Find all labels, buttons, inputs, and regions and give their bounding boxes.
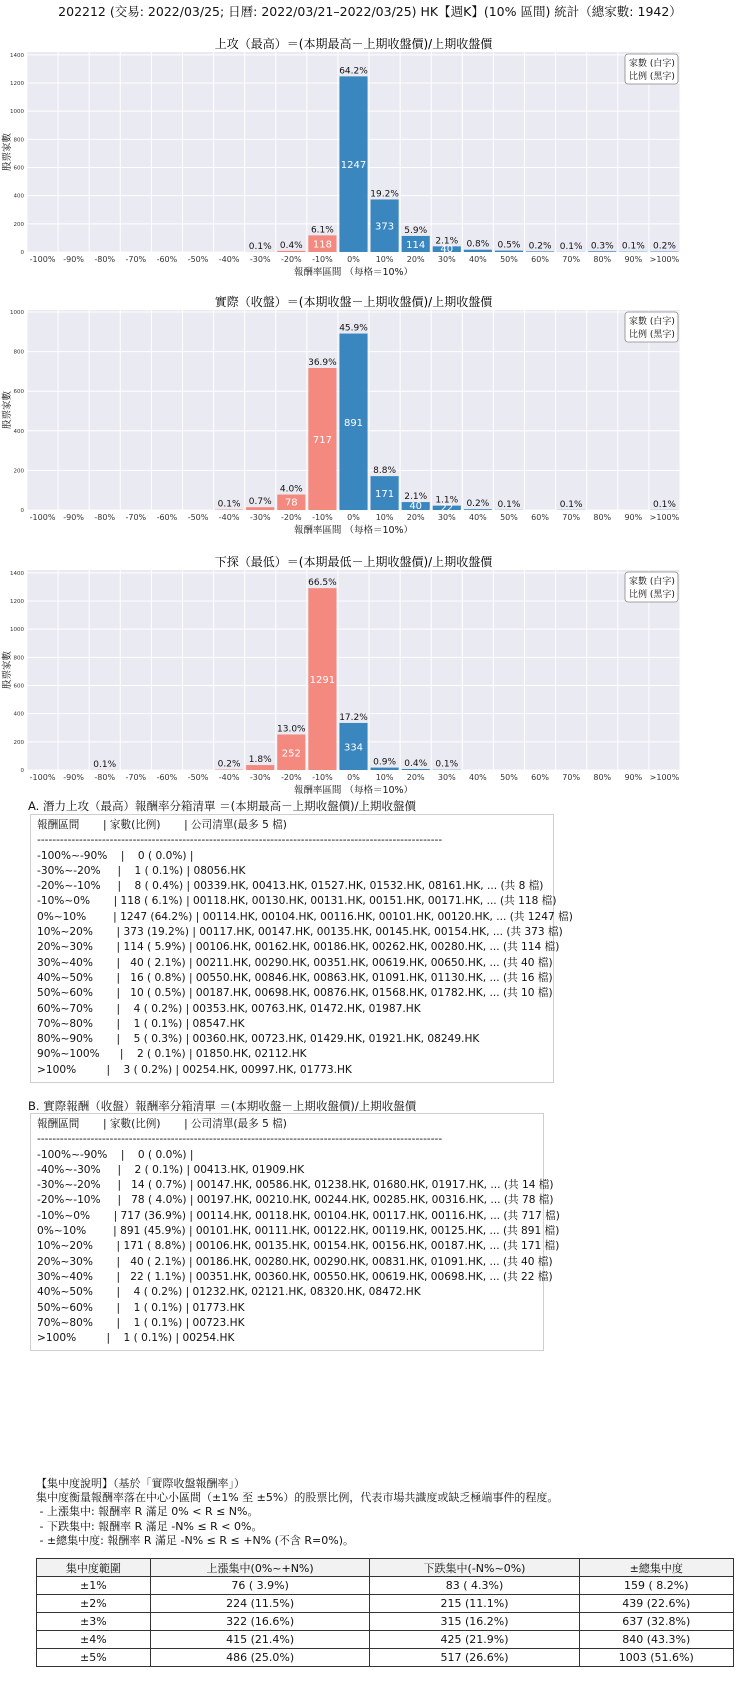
pct-label: 0.2% <box>653 241 676 252</box>
pct-label: 0.1% <box>559 241 583 252</box>
bar <box>246 507 274 510</box>
pct-label: 2.1% <box>435 236 459 247</box>
x-tick-label: 10% <box>375 513 394 522</box>
column-header: 集中度範圍 <box>37 1559 151 1577</box>
x-tick-label: -20% <box>280 513 302 522</box>
x-tick-label: 70% <box>562 513 581 522</box>
table-cell: 637 (32.8%) <box>579 1613 733 1631</box>
listing-row: -30%~-20% | 14 ( 0.7%) | 00147.HK, 00586.HK, 01238.HK, 01680.HK, 01917.HK, ... (共 14 檔) <box>37 1179 554 1192</box>
table-cell: ±4% <box>37 1631 151 1649</box>
x-tick-label: 90% <box>624 773 643 782</box>
count-label: 78 <box>284 497 298 509</box>
count-label: 22 <box>440 502 454 514</box>
x-tick-label: 20% <box>406 513 425 522</box>
y-tick-label: 1200 <box>10 598 24 605</box>
x-tick-label: 80% <box>593 773 612 782</box>
pct-label: 0.5% <box>497 240 521 251</box>
table-cell: 425 (21.9%) <box>370 1631 579 1649</box>
listing-row: 20%~30% | 40 ( 2.1%) | 00186.HK, 00280.HK, 00290.HK, 00831.HK, 01091.HK, ... (共 40 檔) <box>37 1255 553 1268</box>
x-tick-label: 40% <box>468 255 487 264</box>
x-axis-label: 報酬率區間 （每格＝10%） <box>293 785 414 796</box>
pct-label: 66.5% <box>308 578 337 589</box>
x-tick-label: 60% <box>531 513 549 522</box>
x-tick-label: >100% <box>649 513 680 522</box>
concentration-bullet: - 上漲集中: 報酬率 R 滿足 0% < R ≤ N%。 <box>36 1505 259 1519</box>
table-cell: 159 ( 8.2%) <box>579 1577 733 1595</box>
pct-label: 13.0% <box>277 724 306 735</box>
y-tick-label: 800 <box>13 349 24 356</box>
y-axis-label: 股票家數 <box>2 132 13 172</box>
x-tick-label: 60% <box>531 255 549 264</box>
table-cell: 517 (26.6%) <box>370 1649 579 1667</box>
x-tick-label: -20% <box>280 255 302 264</box>
table-row <box>37 1577 734 1595</box>
count-label: 891 <box>343 417 364 429</box>
x-tick-label: -30% <box>249 773 271 782</box>
count-label: 114 <box>406 239 426 251</box>
table-cell: 439 (22.6%) <box>579 1595 733 1613</box>
listing-row: 50%~60% | 1 ( 0.1%) | 01773.HK <box>37 1301 245 1314</box>
count-label: 40 <box>440 244 454 256</box>
x-tick-label: -60% <box>156 773 178 782</box>
listing-b-title: B. 實際報酬（收盤）報酬率分箱清單 ＝(本期收盤－上期收盤價)/上期收盤價 <box>28 1099 417 1113</box>
x-tick-label: 70% <box>562 255 581 264</box>
count-label: 171 <box>375 489 395 501</box>
legend <box>625 572 678 602</box>
x-tick-label: -70% <box>125 773 147 782</box>
table-row <box>37 1595 734 1613</box>
table-cell: 215 (11.1%) <box>370 1595 579 1613</box>
column-header: ±總集中度 <box>579 1559 733 1577</box>
table-cell: 322 (16.6%) <box>150 1613 370 1631</box>
listing-row: 80%~90% | 5 ( 0.3%) | 00360.HK, 00723.HK, 01429.HK, 01921.HK, 08249.HK <box>37 1033 480 1046</box>
pct-label: 19.2% <box>370 189 399 200</box>
x-tick-label: 50% <box>500 773 518 782</box>
y-tick-label: 200 <box>13 221 24 228</box>
bar <box>495 251 523 252</box>
x-tick-label: 0% <box>347 513 360 522</box>
pct-label: 8.8% <box>373 466 397 477</box>
x-tick-label: 70% <box>562 773 581 782</box>
listing-row: -40%~-30% | 2 ( 0.1%) | 00413.HK, 01909.HK <box>37 1163 305 1176</box>
listing-row: 90%~100% | 2 ( 0.1%) | 01850.HK, 02112.HK <box>37 1048 307 1061</box>
chart-title: 上攻（最高）＝(本期最高－上期收盤價)/上期收盤價 <box>214 37 493 51</box>
page-title: 202212 (交易: 2022/03/25; 日曆: 2022/03/21–2022/03/25) HK【週K】(10% 區間) 統計（總家數: 1942） <box>58 4 682 19</box>
x-tick-label: 0% <box>347 255 360 264</box>
table-cell: 315 (16.2%) <box>370 1613 579 1631</box>
table-cell: ±5% <box>37 1649 151 1667</box>
column-header: 下跌集中(-N%~0%) <box>370 1559 579 1577</box>
listing-row: 10%~20% | 171 ( 8.8%) | 00106.HK, 00135.HK, 00154.HK, 00156.HK, 00187.HK, ... (共 171 檔) <box>37 1240 560 1253</box>
listing-row: >100% | 3 ( 0.2%) | 00254.HK, 00997.HK, 01773.HK <box>37 1063 352 1076</box>
x-tick-label: -50% <box>187 513 209 522</box>
pct-label: 0.1% <box>248 241 272 252</box>
pct-label: 0.1% <box>621 241 645 252</box>
y-tick-label: 0 <box>20 250 24 256</box>
listing-row: 70%~80% | 1 ( 0.1%) | 08547.HK <box>37 1017 245 1030</box>
x-tick-label: -80% <box>94 513 116 522</box>
concentration-title: 【集中度說明】（基於「實際收盤報酬率」） <box>36 1477 245 1490</box>
concentration-bullet: - ±總集中度: 報酬率 R 滿足 -N% ≤ R ≤ +N% (不含 R=0%)。 <box>36 1533 355 1547</box>
pct-label: 0.4% <box>404 759 428 770</box>
pct-label: 5.9% <box>404 225 428 236</box>
x-tick-label: -30% <box>249 255 271 264</box>
count-label: 373 <box>375 221 395 233</box>
x-tick-label: -90% <box>63 255 84 264</box>
x-tick-label: 90% <box>624 513 643 522</box>
pct-label: 45.9% <box>339 323 368 334</box>
pct-label: 0.8% <box>466 239 490 250</box>
table-row <box>37 1613 734 1631</box>
pct-label: 6.1% <box>310 225 334 236</box>
listing-a-box <box>30 814 573 1083</box>
y-tick-label: 600 <box>13 389 24 396</box>
pct-label: 0.1% <box>559 499 583 510</box>
y-tick-label: 0 <box>20 768 24 774</box>
x-tick-label: -10% <box>312 513 333 522</box>
pct-label: 0.2% <box>466 499 490 510</box>
table-row <box>37 1649 734 1667</box>
listing-row: 0%~10% | 891 (45.9%) | 00101.HK, 00111.HK, 00122.HK, 00119.HK, 00125.HK, ... (共 891 檔) <box>37 1225 560 1238</box>
column-header: 上漲集中(0%~+N%) <box>150 1559 370 1577</box>
table-header-row <box>37 1559 734 1577</box>
x-tick-label: 80% <box>593 513 612 522</box>
listing-row: 40%~50% | 16 ( 0.8%) | 00550.HK, 00846.HK, 00863.HK, 01091.HK, 01130.HK, ... (共 16 檔) <box>37 971 553 984</box>
listing-row: -100%~-90% | 0 ( 0.0%) | <box>37 1148 194 1161</box>
y-tick-label: 1400 <box>10 570 24 577</box>
bar <box>371 768 399 770</box>
listing-row: 30%~40% | 40 ( 2.1%) | 00211.HK, 00290.HK, 00351.HK, 00619.HK, 00650.HK, ... (共 40 檔) <box>37 956 553 969</box>
bar <box>277 251 305 252</box>
listing-b-box <box>30 1113 560 1351</box>
listing-separator: ---------------------------------------------------------------------------------------------------------- <box>37 834 443 847</box>
table-cell: 224 (11.5%) <box>150 1595 370 1613</box>
listing-row: 60%~70% | 4 ( 0.2%) | 00353.HK, 00763.HK, 01472.HK, 01987.HK <box>37 1002 421 1015</box>
y-tick-label: 400 <box>13 428 24 435</box>
listing-row: -20%~-10% | 78 ( 4.0%) | 00197.HK, 00210.HK, 00244.HK, 00285.HK, 00316.HK, ... (共 78 檔) <box>37 1194 554 1207</box>
pct-label: 0.2% <box>528 241 552 252</box>
pct-label: 36.9% <box>308 358 337 369</box>
x-axis-label: 報酬率區間 （每格＝10%） <box>293 267 414 278</box>
x-tick-label: -60% <box>156 513 178 522</box>
x-tick-label: -20% <box>280 773 302 782</box>
x-tick-label: -100% <box>29 513 56 522</box>
x-tick-label: 90% <box>624 255 643 264</box>
pct-label: 17.2% <box>339 712 368 723</box>
listing-row: 0%~10% | 1247 (64.2%) | 00114.HK, 00104.HK, 00116.HK, 00101.HK, 00120.HK, ... (共 1247 檔) <box>37 910 573 923</box>
x-tick-label: -30% <box>249 513 271 522</box>
table-cell: 83 ( 4.3%) <box>370 1577 579 1595</box>
x-tick-label: 0% <box>347 773 360 782</box>
y-tick-label: 1000 <box>10 309 24 316</box>
chart-title: 實際（收盤）＝(本期收盤－上期收盤價)/上期收盤價 <box>214 295 493 309</box>
x-tick-label: 60% <box>531 773 549 782</box>
x-tick-label: 40% <box>468 513 487 522</box>
x-tick-label: 10% <box>375 773 394 782</box>
pct-label: 0.1% <box>93 759 117 770</box>
chart-upside-high <box>0 30 740 278</box>
x-tick-label: -70% <box>125 513 147 522</box>
chart-title: 下探（最低）＝(本期最低－上期收盤價)/上期收盤價 <box>214 555 493 569</box>
y-tick-label: 1200 <box>10 80 24 87</box>
y-tick-label: 0 <box>20 508 24 514</box>
x-tick-label: -40% <box>218 255 240 264</box>
pct-label: 0.1% <box>435 759 459 770</box>
y-tick-label: 200 <box>13 739 24 746</box>
concentration-notes <box>36 1477 558 1548</box>
pct-label: 0.4% <box>279 240 303 251</box>
x-tick-label: 20% <box>406 773 425 782</box>
bar <box>246 765 274 770</box>
legend <box>625 312 678 342</box>
x-axis-label: 報酬率區間 （每格＝10%） <box>293 525 414 536</box>
listing-header-row: 報酬區間 | 家數(比例) | 公司清單(最多 5 檔) <box>37 1118 287 1130</box>
x-tick-label: -70% <box>125 255 147 264</box>
x-tick-label: >100% <box>649 255 680 264</box>
listing-row: >100% | 1 ( 0.1%) | 00254.HK <box>37 1332 235 1345</box>
x-tick-label: -10% <box>312 255 333 264</box>
pct-label: 2.1% <box>404 492 428 503</box>
y-tick-label: 600 <box>13 683 24 690</box>
legend-entry: 家數 (白字) <box>629 577 675 587</box>
table-cell: 840 (43.3%) <box>579 1631 733 1649</box>
concentration-bullet: - 下跌集中: 報酬率 R 滿足 -N% ≤ R < 0%。 <box>36 1519 263 1533</box>
x-tick-label: 30% <box>437 773 456 782</box>
pct-label: 0.9% <box>373 757 397 768</box>
listing-row: 50%~60% | 10 ( 0.5%) | 00187.HK, 00698.HK, 00876.HK, 01568.HK, 01782.HK, ... (共 10 檔) <box>37 987 553 1000</box>
bar <box>402 769 430 770</box>
y-tick-label: 800 <box>13 137 24 144</box>
count-label: 1291 <box>309 675 336 687</box>
listing-separator: ---------------------------------------------------------------------------------------------------------- <box>37 1133 443 1146</box>
table-cell: 1003 (51.6%) <box>579 1649 733 1667</box>
listing-row: 20%~30% | 114 ( 5.9%) | 00106.HK, 00162.HK, 00186.HK, 00262.HK, 00280.HK, ... (共 114 檔) <box>37 941 560 954</box>
legend <box>625 54 678 84</box>
y-axis-label: 股票家數 <box>2 650 13 690</box>
y-tick-label: 1400 <box>10 52 24 59</box>
count-label: 252 <box>281 748 301 760</box>
pct-label: 0.2% <box>217 759 241 770</box>
x-tick-label: 50% <box>500 255 518 264</box>
bar <box>464 250 492 252</box>
listing-row: -10%~0% | 717 (36.9%) | 00114.HK, 00118.HK, 00104.HK, 00117.HK, 00116.HK, ... (共 717 檔) <box>37 1209 560 1222</box>
legend-entry: 家數 (白字) <box>629 317 675 327</box>
x-tick-label: 50% <box>500 513 518 522</box>
pct-label: 0.1% <box>497 499 521 510</box>
y-tick-label: 1000 <box>10 627 24 634</box>
pct-label: 0.1% <box>653 499 676 510</box>
x-tick-label: -60% <box>156 255 178 264</box>
y-tick-label: 800 <box>13 655 24 662</box>
table-cell: 486 (25.0%) <box>150 1649 370 1667</box>
legend-entry: 比例 (黑字) <box>629 330 675 340</box>
table-cell: ±2% <box>37 1595 151 1613</box>
listing-header-row: 報酬區間 | 家數(比例) | 公司清單(最多 5 檔) <box>37 819 287 831</box>
concentration-table <box>36 1558 734 1667</box>
legend-entry: 比例 (黑字) <box>629 72 675 82</box>
pct-label: 0.1% <box>217 499 241 510</box>
listing-row: -10%~0% | 118 ( 6.1%) | 00118.HK, 00130.HK, 00131.HK, 00151.HK, 00171.HK, ... (共 118 檔) <box>37 895 557 908</box>
listing-a-title: A. 潛力上攻（最高）報酬率分箱清單 ＝(本期最高－上期收盤價)/上期收盤價 <box>28 799 416 813</box>
listing-row: 30%~40% | 22 ( 1.1%) | 00351.HK, 00360.HK, 00550.HK, 00619.HK, 00698.HK, ... (共 22 檔) <box>37 1270 553 1283</box>
count-label: 334 <box>343 742 364 754</box>
x-tick-label: -40% <box>218 773 240 782</box>
x-tick-label: 30% <box>437 513 456 522</box>
x-tick-label: -40% <box>218 513 240 522</box>
x-tick-label: -100% <box>29 773 56 782</box>
chart-actual-close <box>0 288 740 536</box>
x-tick-label: -90% <box>63 773 84 782</box>
listing-row: 10%~20% | 373 (19.2%) | 00117.HK, 00147.HK, 00135.HK, 00145.HK, 00154.HK, ... (共 373 檔) <box>37 926 563 939</box>
x-tick-label: 40% <box>468 773 487 782</box>
concentration-desc: 集中度衡量報酬率落在中心小區間（±1% 至 ±5%）的股票比例，代表市場共識度或缺乏極端事件的程度。 <box>36 1491 559 1505</box>
table-row <box>37 1631 734 1649</box>
x-tick-label: -80% <box>94 773 116 782</box>
pct-label: 1.8% <box>248 755 272 766</box>
pct-label: 0.3% <box>590 241 614 252</box>
x-tick-label: -50% <box>187 255 209 264</box>
y-tick-label: 400 <box>13 193 24 200</box>
table-cell: ±3% <box>37 1613 151 1631</box>
y-tick-label: 400 <box>13 711 24 718</box>
count-label: 717 <box>312 435 332 447</box>
x-tick-label: 10% <box>375 255 394 264</box>
table-cell: ±1% <box>37 1577 151 1595</box>
listing-row: -30%~-20% | 1 ( 0.1%) | 08056.HK <box>37 864 246 877</box>
chart-downside-low <box>0 548 740 796</box>
bar <box>588 251 616 252</box>
x-tick-label: 80% <box>593 255 612 264</box>
x-tick-label: -80% <box>94 255 116 264</box>
pct-label: 64.2% <box>339 66 368 77</box>
bar <box>526 251 554 252</box>
x-tick-label: -90% <box>63 513 84 522</box>
count-label: 118 <box>312 239 332 251</box>
x-tick-label: -10% <box>312 773 333 782</box>
count-label: 1247 <box>340 160 367 172</box>
x-tick-label: >100% <box>649 773 680 782</box>
legend-entry: 比例 (黑字) <box>629 590 675 600</box>
x-tick-label: -100% <box>29 255 56 264</box>
table-cell: 76 ( 3.9%) <box>150 1577 370 1595</box>
y-tick-label: 600 <box>13 165 24 172</box>
x-tick-label: 30% <box>437 255 456 264</box>
y-tick-label: 200 <box>13 468 24 475</box>
pct-label: 4.0% <box>279 484 303 495</box>
table-cell: 415 (21.4%) <box>150 1631 370 1649</box>
listing-row: -20%~-10% | 8 ( 0.4%) | 00339.HK, 00413.HK, 01527.HK, 01532.HK, 08161.HK, ... (共 8 檔) <box>37 880 544 893</box>
y-axis-label: 股票家數 <box>2 390 13 430</box>
listing-row: -100%~-90% | 0 ( 0.0%) | <box>37 849 194 862</box>
legend-entry: 家數 (白字) <box>629 59 675 69</box>
pct-label: 1.1% <box>435 495 459 506</box>
listing-row: 70%~80% | 1 ( 0.1%) | 00723.HK <box>37 1316 245 1329</box>
pct-label: 0.7% <box>248 497 272 508</box>
x-tick-label: 20% <box>406 255 425 264</box>
y-tick-label: 1000 <box>10 109 24 116</box>
x-tick-label: -50% <box>187 773 209 782</box>
count-label: 40 <box>409 501 423 513</box>
bar <box>464 509 492 510</box>
listing-row: 40%~50% | 4 ( 0.2%) | 01232.HK, 02121.HK, 08320.HK, 08472.HK <box>37 1286 421 1299</box>
